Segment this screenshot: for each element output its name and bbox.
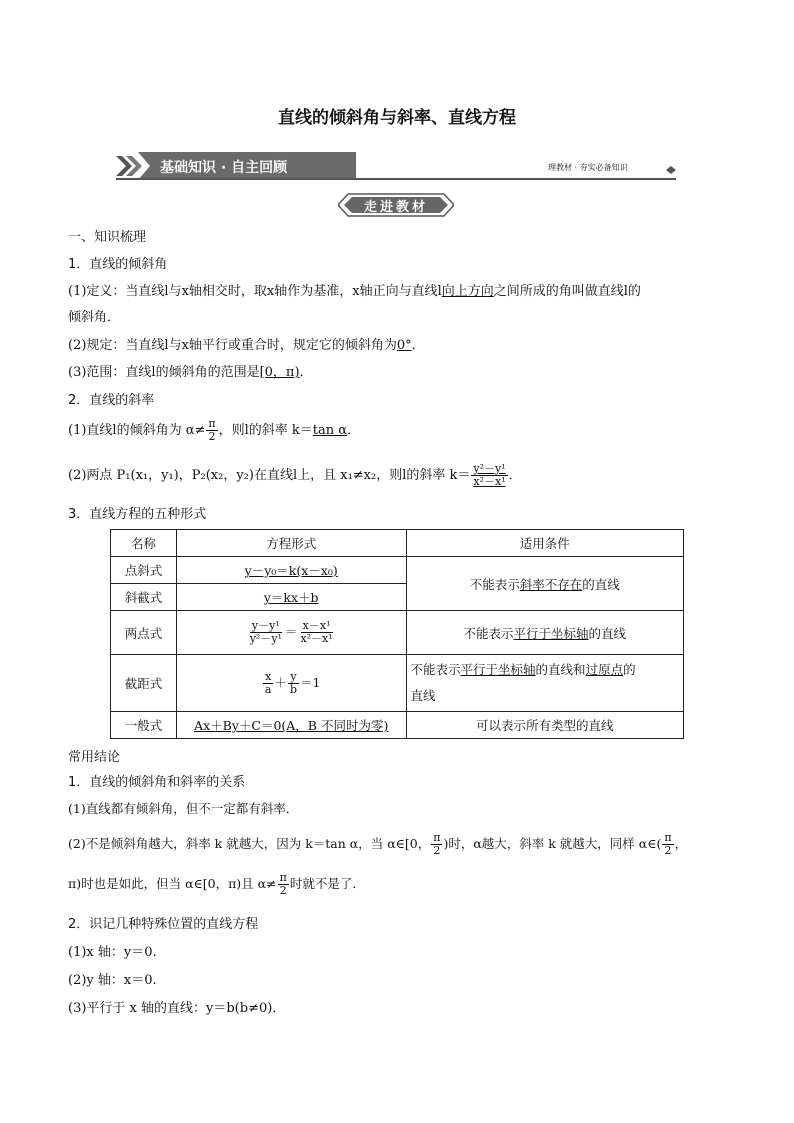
section-heading: 一、知识梳理 <box>68 230 147 245</box>
subsection-heading: 3．直线方程的五种形式 <box>68 507 207 522</box>
form-condition: 不能表示平行于坐标轴的直线 <box>406 611 683 655</box>
form-name: 点斜式 <box>111 557 177 584</box>
form-name: 一般式 <box>111 712 177 739</box>
form-name: 斜截式 <box>111 584 177 611</box>
answer-fraction: $\frac{\text{y²－y¹}}{\text{x²－x¹}}$ <box>473 462 506 488</box>
equation-line: (1)x 轴：y＝0. <box>68 945 157 960</box>
form-equation: $\frac{x}{a}$ ＋ $\frac{y}{b}$ ＝1 <box>176 655 406 712</box>
form-equation: Ax＋By＋C＝0(A，B 不同时为零) <box>176 712 406 739</box>
form-equation: $\frac{\text{y－y¹}}{\text{y²－y¹}}$ ＝ $\frac{\text{x－x¹}}{\text{x²－x¹}}$ <box>176 611 406 655</box>
answer-blank: 向上方向 <box>441 284 494 299</box>
answer-blank: tan α <box>312 423 348 438</box>
conclusion-line: (2)不是倾斜角越大，斜率 k 就越大，因为 k＝tan α，当 α∈[0， $\frac{\pi}{2}$ )时，α越大，斜率 k 就越大，同样 α∈( $\frac{\pi}{2}$ ， <box>68 831 688 857</box>
fraction: $\frac{\pi}{2}$ <box>208 417 216 443</box>
table-header: 名称 <box>111 530 177 557</box>
form-condition: 可以表示所有类型的直线 <box>406 712 683 739</box>
section-heading: 常用结论 <box>68 750 121 765</box>
form-name: 截距式 <box>111 655 177 712</box>
form-condition: 不能表示斜率不存在的直线 <box>406 557 683 611</box>
definition-line-cont: 倾斜角． <box>68 310 121 325</box>
answer-blank: 0° <box>396 338 412 353</box>
badge-label: 走进教材 <box>363 200 428 215</box>
subsection-heading: 1．直线的倾斜角和斜率的关系 <box>68 775 246 790</box>
slope-line-1: (1)直线l的倾斜角为 α≠ $\frac{\pi}{2}$ ，则l的斜率 k＝tan α． <box>68 417 361 443</box>
conclusion-line-cont: π)时也是如此，但当 α∈[0，π)且 α≠ $\frac{\pi}{2}$ 时就不是了． <box>68 871 365 897</box>
page-title: 直线的倾斜角与斜率、直线方程 <box>278 108 516 128</box>
conclusion-line: (1)直线都有倾斜角，但不一定都有斜率． <box>68 801 299 816</box>
form-name: 两点式 <box>111 611 177 655</box>
rule-line: (2)规定：当直线l与x轴平行或重合时，规定它的倾斜角为0°． <box>68 338 425 353</box>
banner-left-label: 基础知识 · 自主回顾 <box>160 160 288 176</box>
subsection-heading: 2．识记几种特殊位置的直线方程 <box>68 917 259 932</box>
subsection-heading: 2．直线的斜率 <box>68 393 155 408</box>
definition-line: (1)定义：当直线l与x轴相交时，取x轴作为基准，x轴正向与直线l向上方向之间所成的角叫做直线l的 <box>68 284 641 299</box>
slope-line-2: (2)两点 P₁(x₁，y₁)，P₂(x₂，y₂)在直线l上，且 x₁≠x₂，则l的斜率 k＝ $\frac{\text{y²－y¹}}{\text{x²－x¹}}$ ． <box>68 462 522 488</box>
equation-forms-table <box>110 529 684 739</box>
table-header: 适用条件 <box>406 530 683 557</box>
banner-right-label: 理教材 · 夯实必备知识 <box>548 163 628 172</box>
subsection-heading: 1．直线的倾斜角 <box>68 257 168 272</box>
form-condition: 不能表示平行于坐标轴的直线和过原点的 直线 <box>406 655 683 712</box>
form-equation: y－y₀＝k(x－x₀) <box>176 557 406 584</box>
table-header: 方程形式 <box>176 530 406 557</box>
equation-line: (2)y 轴：x＝0. <box>68 973 157 988</box>
form-equation: y＝kx＋b <box>176 584 406 611</box>
answer-blank: [0，π) <box>259 365 300 380</box>
range-line: (3)范围：直线l的倾斜角的范围是[0，π)． <box>68 365 313 380</box>
equation-line: (3)平行于 x 轴的直线：y＝b(b≠0)． <box>68 1001 286 1016</box>
